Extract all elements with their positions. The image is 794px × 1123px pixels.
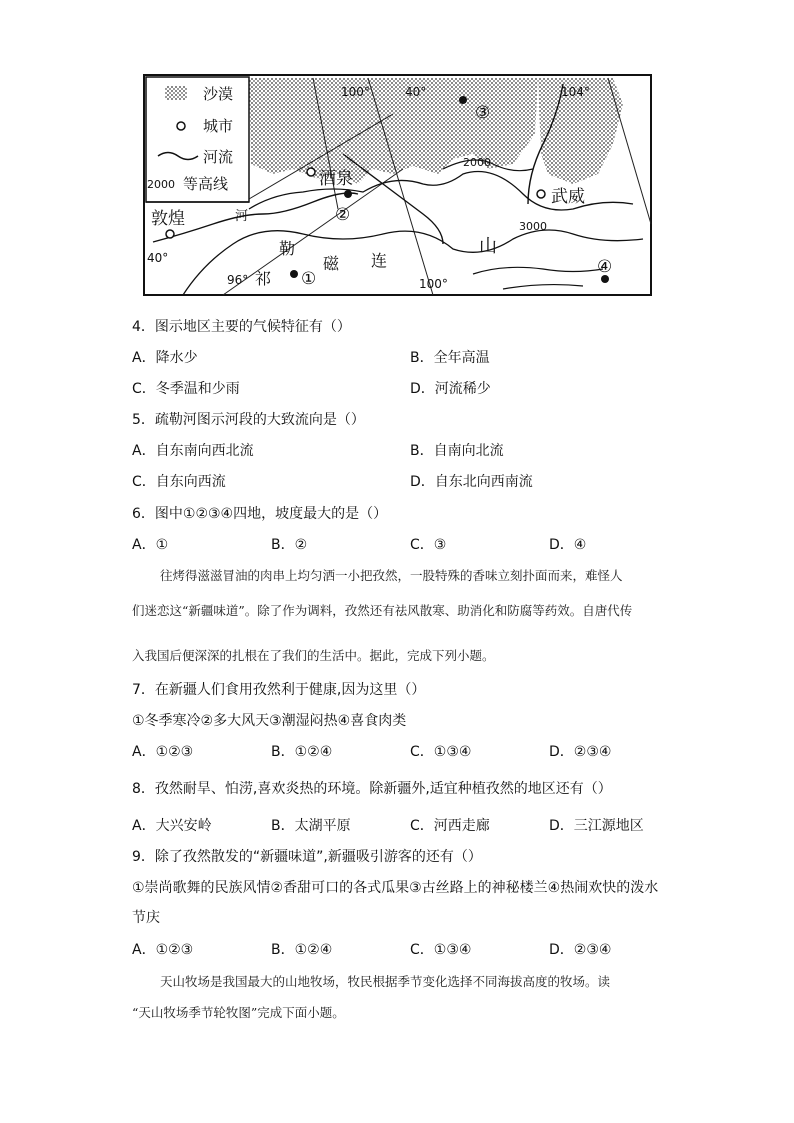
label-lon-104: 104° <box>561 85 590 99</box>
label-point-2: ② <box>335 205 351 225</box>
hexi-corridor-map <box>143 74 652 296</box>
label-point-4: ④ <box>597 257 613 277</box>
label-lon-100-top: 100° <box>341 85 370 99</box>
q6-option-d[interactable]: D．④ <box>549 537 587 553</box>
label-point-3: ③ <box>475 103 491 123</box>
label-le: 勒 <box>279 239 296 258</box>
passage2-line2: “天山牧场季节轮牧图”完成下面小题。 <box>132 1005 345 1020</box>
q6-option-a[interactable]: A．① <box>132 537 169 553</box>
passage2-line1: 天山牧场是我国最大的山地牧场，牧民根据季节变化选择不同海拔高度的牧场。读 <box>160 974 611 989</box>
q7-option-b[interactable]: B．①②④ <box>271 744 333 760</box>
legend-river: 河流 <box>203 148 234 166</box>
q5-option-a[interactable]: A．自东南向西北流 <box>132 443 254 459</box>
desert-legend-swatch <box>165 86 187 100</box>
q5-option-b[interactable]: B．自南向北流 <box>410 443 504 459</box>
label-lon-100-bottom: 100° <box>419 277 448 291</box>
q4-option-a[interactable]: A．降水少 <box>132 350 198 366</box>
point-1-marker <box>290 270 298 278</box>
q6-option-b[interactable]: B．② <box>271 537 308 553</box>
label-contour-3000: 3000 <box>519 220 547 233</box>
label-dunhuang: 敦煌 <box>151 209 185 229</box>
q5-stem: 5．疏勒河图示河段的大致流向是（） <box>132 412 365 428</box>
label-he: 河 <box>235 209 249 224</box>
q4-option-d[interactable]: D．河流稀少 <box>410 381 491 397</box>
point-3-marker <box>459 96 467 104</box>
passage1-line3: 入我国后便深深的扎根在了我们的生活中。据此，完成下列小题。 <box>132 648 495 663</box>
q8-option-b[interactable]: B．太湖平原 <box>271 818 351 834</box>
q5-option-d[interactable]: D．自东北向西南流 <box>410 474 533 490</box>
passage1-line2: 们迷恋这“新疆味道”。除了作为调料，孜然还有祛风散寒、助消化和防腐等药效。自唐代传 <box>132 603 633 618</box>
q9-option-b[interactable]: B．①②④ <box>271 942 333 958</box>
label-lian2: 连 <box>371 251 388 270</box>
label-lat-40-top: 40° <box>405 85 427 99</box>
q8-option-c[interactable]: C．河西走廊 <box>410 818 490 834</box>
dunhuang-city-icon <box>166 230 174 238</box>
label-lon-96: 96° <box>227 273 249 287</box>
passage1-line1: 往烤得滋滋冒油的肉串上均匀洒一小把孜然，一股特殊的香味立刻扑面而来，难怪人 <box>160 568 623 583</box>
q7-option-c[interactable]: C．①③④ <box>410 744 472 760</box>
q9-items-line1: ①崇尚歌舞的民族风情②香甜可口的各式瓜果③古丝路上的神秘楼兰④热闹欢快的泼水 <box>132 880 659 896</box>
label-lian1: 磁 <box>323 254 340 273</box>
label-qi: 祁 <box>255 269 272 288</box>
q6-stem: 6．图中①②③④四地，坡度最大的是（） <box>132 506 388 522</box>
q7-option-d[interactable]: D．②③④ <box>549 744 612 760</box>
q8-option-a[interactable]: A．大兴安岭 <box>132 818 212 834</box>
q9-option-d[interactable]: D．②③④ <box>549 942 612 958</box>
q7-stem: 7．在新疆人们食用孜然利于健康,因为这里（） <box>132 682 426 698</box>
q4-option-c[interactable]: C．冬季温和少雨 <box>132 381 240 397</box>
q8-stem: 8．孜然耐旱、怕涝,喜欢炎热的环境。除新疆外,适宜种植孜然的地区还有（） <box>132 781 612 797</box>
q5-option-c[interactable]: C．自东向西流 <box>132 474 226 490</box>
wuwei-city-icon <box>537 190 545 198</box>
q4-stem: 4．图示地区主要的气候特征有（） <box>132 319 351 335</box>
q6-option-c[interactable]: C．③ <box>410 537 447 553</box>
legend-city: 城市 <box>203 117 234 135</box>
label-wuwei: 武威 <box>551 187 585 207</box>
q7-option-a[interactable]: A．①②③ <box>132 744 194 760</box>
q9-option-c[interactable]: C．①③④ <box>410 942 472 958</box>
q9-option-a[interactable]: A．①②③ <box>132 942 194 958</box>
q9-stem: 9．除了孜然散发的“新疆味道”,新疆吸引游客的还有（） <box>132 849 482 865</box>
legend-desert: 沙漠 <box>203 85 234 103</box>
q9-items-line2: 节庆 <box>132 910 160 926</box>
q8-option-d[interactable]: D．三江源地区 <box>549 818 644 834</box>
label-contour-2000: 2000 <box>463 156 491 169</box>
point-2-marker <box>344 190 352 198</box>
label-jiuquan: 酒泉 <box>319 169 353 189</box>
legend-contour-value: 2000 <box>147 178 175 191</box>
q7-items: ①冬季寒冷②多大风天③潮湿闷热④喜食肉类 <box>132 713 407 729</box>
legend-contour: 等高线 <box>183 175 229 193</box>
label-shan: 山 <box>479 236 497 257</box>
label-lat-40: 40° <box>147 251 169 265</box>
q4-option-b[interactable]: B．全年高温 <box>410 350 490 366</box>
label-point-1: ① <box>301 269 317 289</box>
jiuquan-city-icon <box>307 168 315 176</box>
